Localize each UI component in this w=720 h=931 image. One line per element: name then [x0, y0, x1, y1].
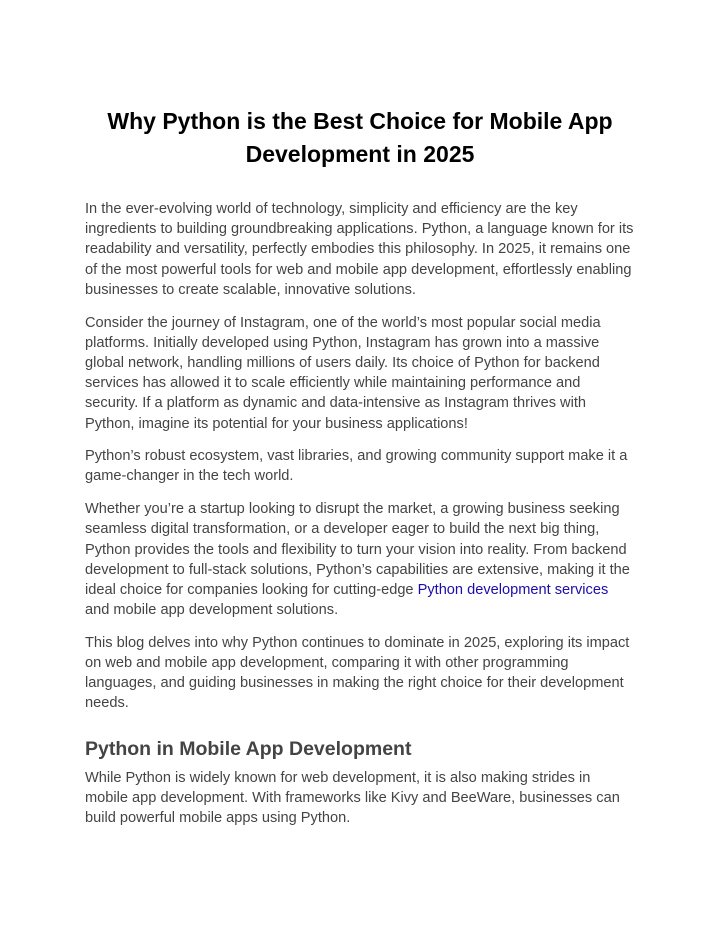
- section-paragraph: While Python is widely known for web development, it is also making strides in mobile app development. With frameworks like Kivy and BeeWare, businesses can build powerful mobile apps using Python.: [85, 769, 620, 827]
- startup-paragraph-tail: and mobile app development solutions.: [85, 602, 339, 619]
- intro-paragraph: In the ever-evolving world of technology, simplicity and efficiency are the key ingredients to building groundbreaking applications. Python, a language known for its readability and versatility, perfectly embodies this philosophy. In 2025, it remains one of the most powerful tools for web and mobile app development, effortlessly enabling businesses to create scalable, innovative solutions.: [85, 201, 634, 298]
- blog-overview-paragraph: This blog delves into why Python continues to dominate in 2025, exploring its impact on web and mobile app development, comparing it with other programming languages, and guiding businesses in making the right choice for their development needs.: [85, 634, 630, 712]
- ecosystem-paragraph: Python’s robust ecosystem, vast libraries, and growing community support make it a game-changer in the tech world.: [85, 448, 628, 485]
- python-development-services-link[interactable]: Python development services: [417, 581, 609, 598]
- page-title: Why Python is the Best Choice for Mobile App Development in 2025: [107, 108, 613, 167]
- document-page: [85, 105, 635, 841]
- startup-paragraph-text: Whether you’re a startup looking to disrupt the market, a growing business seeking seamless digital transformation, or a developer eager to build the next big thing, Python provides the tools and flexibility to turn your vision into reality. From backend development to full-stack solutions, Python’s capabilities are extensive, making it the ideal choice for companies looking for cutting-edge: [85, 501, 630, 598]
- startup-paragraph: [85, 499, 635, 620]
- instagram-paragraph: Consider the journey of Instagram, one of the world’s most popular social media platforms. Initially developed using Python, Instagram has grown into a massive global network, handling millions of users daily. Its choice of Python for backend services has allowed it to scale efficiently while maintaining performance and security. If a platform as dynamic and data-intensive as Instagram thrives with Python, imagine its potential for your business applications!: [85, 314, 601, 432]
- section-heading: Python in Mobile App Development: [85, 737, 412, 760]
